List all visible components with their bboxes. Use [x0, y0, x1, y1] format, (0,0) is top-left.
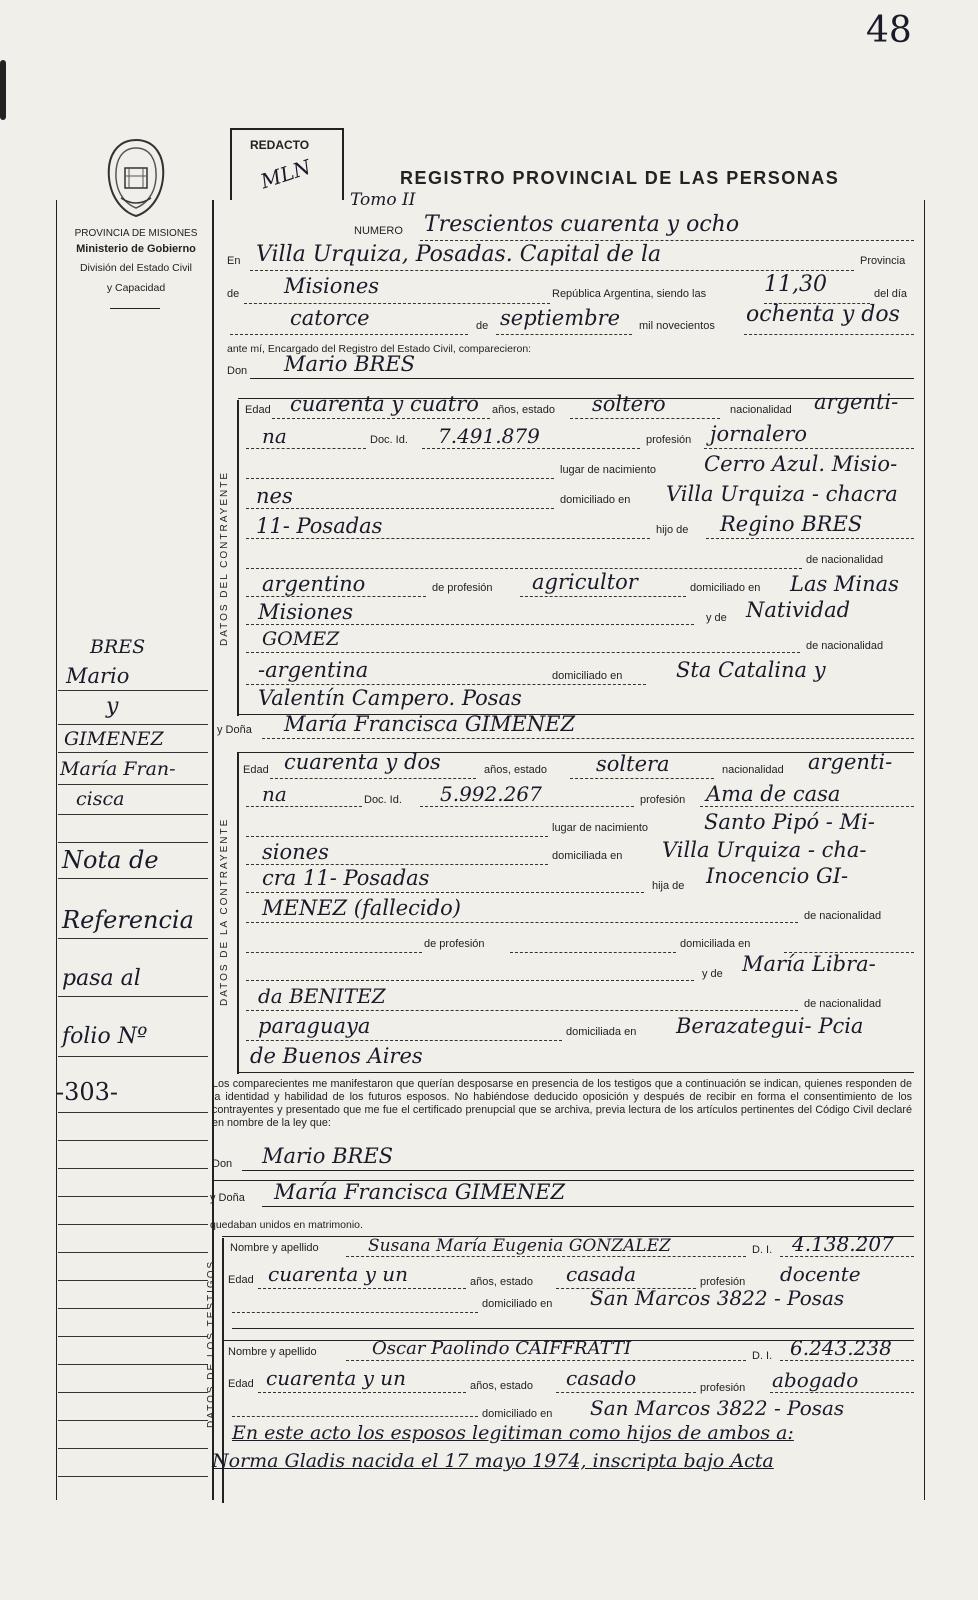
c-padre-value: Regino BRES [720, 512, 863, 536]
t1-nombre-label: Nombre y apellido [230, 1242, 319, 1254]
de-label: de [227, 288, 240, 300]
issuer-line4: y Capacidad [106, 282, 166, 294]
c-padre-dom-label: domiciliado en [690, 582, 761, 594]
left-border [0, 60, 6, 120]
f-padre2-value: MENEZ (fallecido) [262, 896, 461, 920]
f-madre-nac-value: paraguaya [258, 1014, 371, 1038]
t1-di-label: D. I. [752, 1244, 773, 1256]
t2-anos-label: años, estado [470, 1380, 533, 1392]
redacto-stamp [230, 128, 344, 200]
contrayente-name: Mario BRES [284, 352, 416, 376]
c-estado-value: soltero [592, 392, 666, 416]
t2-estado-value: casado [566, 1366, 637, 1390]
provincial-seal [103, 136, 169, 220]
tomo: Tomo II [350, 190, 416, 210]
t2-edad-value: cuarenta y un [266, 1366, 407, 1390]
nota-line2: Norma Gladis nacida el 17 mayo 1974, inscripta bajo Acta [212, 1450, 774, 1472]
f-dom-label: domiciliada en [552, 850, 623, 862]
c-lugar-value: Cerro Azul. Misio- [704, 452, 898, 476]
margin-note-11: -303- [56, 1078, 119, 1106]
c-nac-value: argenti- [814, 390, 899, 414]
f-madre2-value: da BENITEZ [258, 984, 386, 1008]
c-madre-value: Natividad [746, 598, 851, 622]
c-lugar2-value: nes [256, 484, 293, 508]
c-madre-nac-value: -argentina [258, 658, 369, 682]
c-edad-value: cuarenta y cuatro [290, 392, 479, 416]
margin-note-5: María Fran- [60, 758, 176, 780]
c-madre-dom2-value: Valentín Campero. Posas [258, 686, 522, 710]
page-title: REGISTRO PROVINCIAL DE LAS PERSONAS [400, 168, 840, 188]
c-padre-prof-value: agricultor [532, 570, 638, 594]
datos-contrayente-label: DATOS DEL CONTRAYENTE [219, 471, 230, 646]
decl-don-value: Mario BRES [262, 1144, 394, 1168]
f-anos-estado-label: años, estado [484, 764, 547, 776]
del-dia-label: del día [874, 288, 908, 300]
c-padre-dom2-value: Misiones [258, 600, 354, 624]
c-doc-value: 7.491.879 [438, 424, 540, 448]
c-hijo-label: hijo de [656, 524, 689, 536]
issuer-line1: PROVINCIA DE MISIONES [74, 228, 198, 239]
c-dom-label: domiciliado en [560, 494, 631, 506]
c-nac2-value: na [262, 424, 287, 448]
c-padre-prof-label: de profesión [432, 582, 493, 594]
f-madre-value: María Libra- [742, 952, 876, 976]
f-nac-value: argenti- [808, 750, 893, 774]
quedaban-label: quedaban unidos en matrimonio. [210, 1219, 363, 1231]
c-prof-label: profesión [646, 434, 692, 446]
f-edad-label: Edad [243, 764, 269, 776]
provincia-label: Provincia [860, 255, 906, 267]
hora-value: 11,30 [764, 272, 827, 297]
don-label: Don [227, 365, 248, 377]
republica-label: República Argentina, siendo las [552, 288, 707, 300]
f-nac-label: nacionalidad [722, 764, 784, 776]
f-prof-label: profesión [640, 794, 686, 806]
t1-dom-value: San Marcos 3822 - Posas [590, 1286, 845, 1310]
f-madre-dom2-value: de Buenos Aires [250, 1044, 423, 1068]
margin-note-3: y [106, 694, 119, 719]
f-madre-nac-label: de nacionalidad [804, 998, 882, 1010]
decl-don-label: Don [212, 1158, 233, 1170]
stamp-label: REDACTO [250, 138, 310, 152]
margin-note-2: Mario [66, 664, 130, 688]
c-prof-value: jornalero [710, 422, 808, 446]
c-lugar-label: lugar de nacimiento [560, 464, 657, 476]
c-edad-label: Edad [245, 404, 271, 416]
f-lugar2-value: siones [262, 840, 329, 864]
f-padre-nac-label: de nacionalidad [804, 910, 882, 922]
margin-note-1: BRES [90, 636, 146, 658]
f-dom2-value: cra 11- Posadas [262, 866, 430, 890]
c-y-de-label: y de [706, 612, 727, 624]
t2-prof-label: profesión [700, 1382, 746, 1394]
t1-di-value: 4.138.207 [792, 1232, 894, 1256]
c-padre-nac-value: argentino [262, 572, 366, 596]
nota-line1: En este acto los esposos legitiman como hijos de ambos a: [232, 1422, 794, 1444]
f-padre-dom-label: domiciliada en [680, 938, 751, 950]
dia-value: catorce [290, 306, 370, 330]
margin-note-9: pasa al [62, 966, 141, 991]
t2-prof-value: abogado [772, 1368, 859, 1392]
stamp-initials: MLN [257, 154, 314, 194]
declaration-paragraph: Los comparecientes me manifestaron que querían desposarse en presencia de los testigos que a continuación se indican, quienes responden de la identidad y habilidad de los futuros esposos. No habiéndose deducido oposición y después de recibir en forma el consentimiento de los contrayentes y presentado que me fue el certificado prenupcial que se archiva, previa lectura de los artículos pertinentes del Código Civil declaré en nombre de la ley que: [212, 1078, 912, 1129]
c-dom-value: Villa Urquiza - chacra [666, 482, 898, 506]
contrayenta-name: María Francisca GIMENEZ [284, 712, 576, 736]
t1-prof-value: docente [780, 1262, 861, 1286]
f-padre-value: Inocencio GI- [706, 864, 849, 888]
y-dona-label: y Doña [217, 724, 252, 736]
margin-note-7: Nota de [62, 846, 159, 874]
f-prof-value: Ama de casa [706, 782, 841, 806]
c-madre-nac-label: de nacionalidad [806, 640, 884, 652]
t2-dom-label: domiciliado en [482, 1408, 553, 1420]
mes-value: septiembre [500, 306, 621, 330]
t2-di-value: 6.243.238 [790, 1336, 892, 1360]
page-number: 48 [866, 10, 912, 51]
c-padre-dom-value: Las Minas [790, 572, 899, 596]
c-madre2-value: GOMEZ [262, 628, 340, 650]
f-y-de-label: y de [702, 968, 723, 980]
issuer-line3: División del Estado Civil [79, 262, 193, 274]
decl-dona-label: y Doña [210, 1192, 245, 1204]
f-padre-prof-label: de profesión [424, 938, 485, 950]
c-madre-dom-value: Sta Catalina y [676, 658, 826, 682]
ante-mi-label: ante mí, Encargado del Registro del Estado Civil, comparecieron: [227, 343, 532, 355]
f-estado-value: soltera [596, 752, 670, 776]
margin-note-6: cisca [76, 788, 125, 810]
f-doc-label: Doc. Id. [364, 794, 402, 806]
t2-di-label: D. I. [752, 1350, 773, 1362]
c-anos-estado-label: años, estado [492, 404, 555, 416]
provincia-value: Misiones [284, 274, 380, 298]
c-nac-label: nacionalidad [730, 404, 792, 416]
lugar-value: Villa Urquiza, Posadas. Capital de la [256, 242, 662, 267]
t1-edad-label: Edad [228, 1274, 254, 1286]
f-madre-dom-label: domiciliada en [566, 1026, 637, 1038]
f-lugar-label: lugar de nacimiento [552, 822, 649, 834]
t1-nombre-value: Susana María Eugenia GONZALEZ [368, 1236, 671, 1256]
numero-value: Trescientos cuarenta y ocho [424, 212, 740, 237]
f-lugar-value: Santo Pipó - Mi- [704, 810, 875, 834]
f-dom-value: Villa Urquiza - cha- [662, 838, 867, 862]
de-mes-label: de [476, 320, 489, 332]
margin-note-4: GIMENEZ [64, 728, 164, 750]
f-edad-value: cuarenta y dos [284, 750, 441, 774]
issuer-line2: Ministerio de Gobierno [76, 243, 196, 255]
t2-nombre-value: Oscar Paolindo CAIFFRATTI [372, 1338, 632, 1359]
f-doc-value: 5.992.267 [440, 782, 542, 806]
t1-anos-label: años, estado [470, 1276, 533, 1288]
margin-note-8: Referencia [62, 906, 194, 934]
f-nac2-value: na [262, 782, 287, 806]
t1-dom-label: domiciliado en [482, 1298, 553, 1310]
t1-prof-label: profesión [700, 1276, 746, 1288]
c-padre-nac-label: de nacionalidad [806, 554, 884, 566]
margin-note-10: folio Nº [62, 1024, 148, 1049]
datos-contrayenta-label: DATOS DE LA CONTRAYENTE [219, 817, 230, 1006]
anio-value: ochenta y dos [746, 302, 900, 327]
numero-label: NUMERO [354, 225, 403, 237]
f-hija-label: hija de [652, 880, 685, 892]
f-madre-dom-value: Berazategui- Pcia [676, 1014, 864, 1038]
t1-estado-value: casada [566, 1262, 637, 1286]
en-label: En [227, 255, 241, 267]
t2-edad-label: Edad [228, 1378, 254, 1390]
c-madre-dom-label: domiciliado en [552, 670, 623, 682]
t2-dom-value: San Marcos 3822 - Posas [590, 1396, 845, 1420]
t1-edad-value: cuarenta y un [268, 1262, 409, 1286]
t2-nombre-label: Nombre y apellido [228, 1346, 317, 1358]
datos-testigos-label: DATOS DE LOS TESTIGOS [206, 1259, 217, 1428]
c-dom2-value: 11- Posadas [256, 514, 383, 538]
decl-dona-value: María Francisca GIMENEZ [274, 1180, 566, 1204]
mil-nov-label: mil novecientos [639, 320, 715, 332]
c-doc-label: Doc. Id. [370, 434, 408, 446]
